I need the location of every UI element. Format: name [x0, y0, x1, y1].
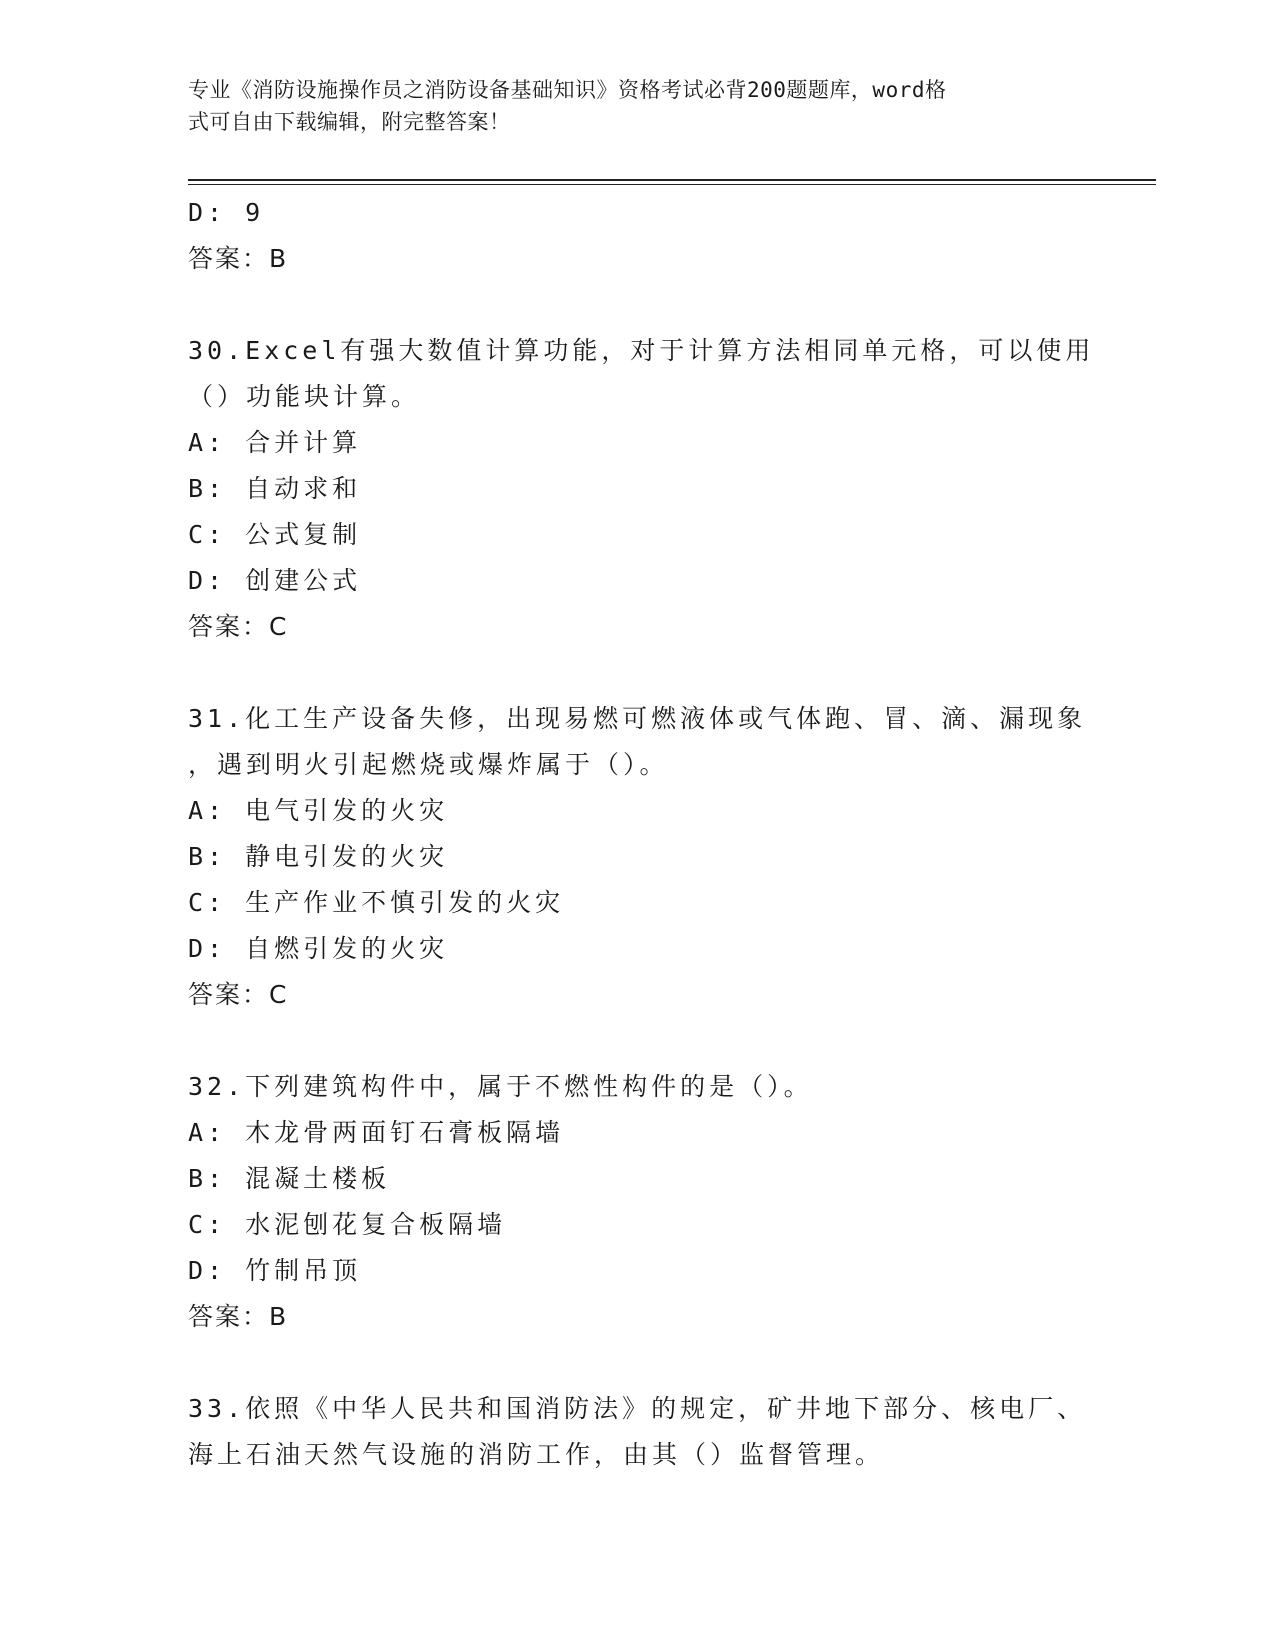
question-33 — [188, 1386, 1088, 1478]
question-stem-line: 33.依照《中华人民共和国消防法》的规定，矿井地下部分、核电厂、 — [188, 1394, 1087, 1423]
question-31 — [188, 696, 1088, 1018]
option-d: D: 竹制吊顶 — [188, 1256, 362, 1285]
question-list — [188, 190, 1095, 1478]
option-b: B: 静电引发的火灾 — [188, 842, 449, 871]
question-stem-line: 32.下列建筑构件中，属于不燃性构件的是（）。 — [188, 1072, 813, 1101]
answer: 答案：C — [188, 612, 289, 641]
answer: 答案：B — [188, 1302, 289, 1331]
option-d: D: 自燃引发的火灾 — [188, 934, 449, 963]
question-stem-line: 30.Excel有强大数值计算功能，对于计算方法相同单元格，可以使用 — [188, 336, 1095, 365]
option-d: D: 创建公式 — [188, 566, 362, 595]
option-c: C: 公式复制 — [188, 520, 362, 549]
spacer — [188, 1018, 1088, 1064]
question-stem-line: 海上石油天然气设施的消防工作，由其（）监督管理。 — [188, 1440, 885, 1469]
header-divider-thick — [188, 179, 1156, 181]
page-header — [188, 74, 1068, 138]
question-30 — [188, 328, 1095, 650]
option-c: C: 水泥刨花复合板隔墙 — [188, 1210, 507, 1239]
spacer — [188, 1340, 1088, 1386]
option-c: C: 生产作业不慎引发的火灾 — [188, 888, 565, 917]
option-a: A: 木龙骨两面钉石膏板隔墙 — [188, 1118, 565, 1147]
option-b: B: 混凝土楼板 — [188, 1164, 391, 1193]
option-a: A: 电气引发的火灾 — [188, 796, 449, 825]
header-line-2: 式可自由下载编辑，附完整答案！ — [188, 110, 511, 134]
header-line-1: 专业《消防设施操作员之消防设备基础知识》资格考试必背200题题库，word格 — [188, 78, 947, 102]
header-divider-thin — [188, 184, 1156, 185]
question-stem-line: 31.化工生产设备失修，出现易燃可燃液体或气体跑、冒、滴、漏现象 — [188, 704, 1087, 733]
spacer — [188, 650, 1088, 696]
answer: 答案：C — [188, 980, 289, 1009]
option-b: B: 自动求和 — [188, 474, 362, 503]
prev-answer: 答案：B — [188, 244, 289, 273]
spacer — [188, 282, 1088, 328]
question-stem-line: （）功能块计算。 — [188, 382, 421, 411]
question-stem-line: ，遇到明火引起燃烧或爆炸属于（）。 — [188, 750, 669, 779]
prev-option-d: D: 9 — [188, 198, 265, 227]
option-a: A: 合并计算 — [188, 428, 362, 457]
question-32 — [188, 1064, 1088, 1340]
